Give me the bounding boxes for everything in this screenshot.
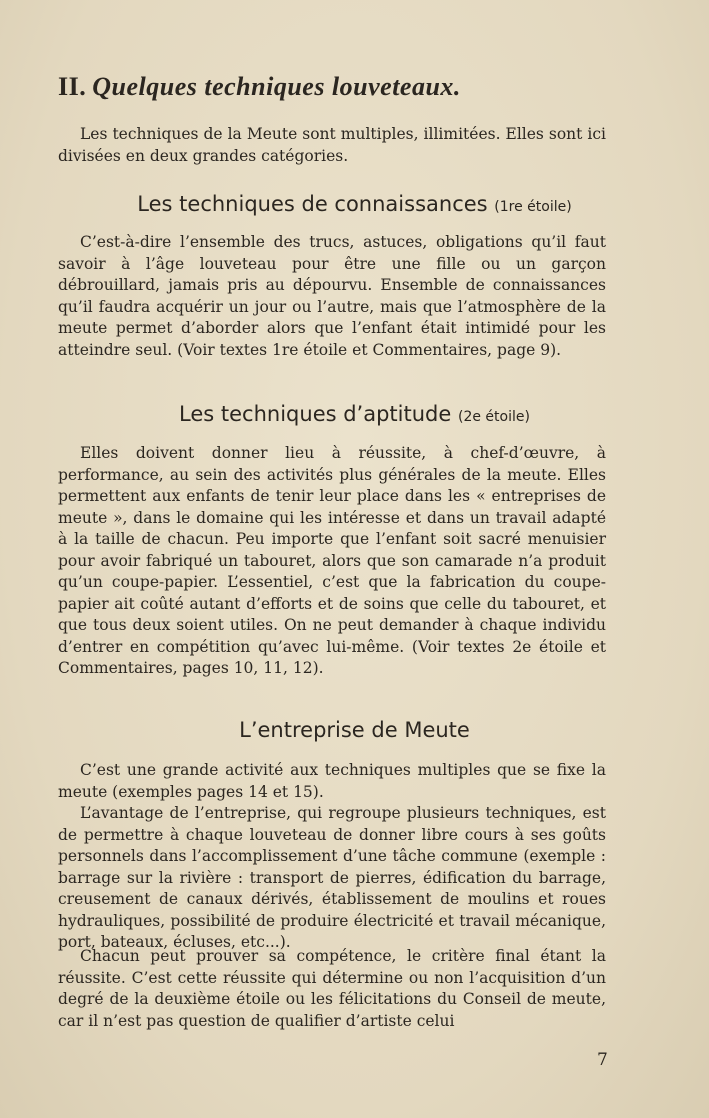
section-heading-aptitude xyxy=(0,402,709,426)
chapter-number: II. xyxy=(58,72,87,101)
section-heading-note: (2e étoile) xyxy=(457,409,530,425)
paragraph-entreprise-1: C’est une grande activité aux techniques multiples que se fixe la meute (exemples pages 14 et 15). xyxy=(58,761,606,801)
paragraph-aptitude: Elles doivent donner lieu à réussite, à chef-d’œuvre, à performance, au sein des activités plus générales de la meute. Elles permettent aux enfants de tenir leur place dans les « entreprises de meute », dans le domaine qui les intéresse et dans un travail adapté à la taille de chacun. Peu importe que l’enfant soit sacré menuisier pour avoir fabriqué un tabouret, alors que son camarade n’a produit qu’un coupe-papier. L’essentiel, c’est que la fabrication du coupe-papier ait coûté autant d’efforts et de soins que celle du tabouret, et que tous deux soient utiles. On ne peut demander à chaque individu d’entrer en compétition qu’avec lui-même. (Voir textes 2e étoile et Commentaires, pages 10, 11, 12). xyxy=(58,444,606,677)
chapter-title-text: Quelques techniques louveteaux. xyxy=(92,72,461,101)
intro-paragraph: Les techniques de la Meute sont multiples, illimitées. Elles sont ici divisées en deux grandes catégories. xyxy=(58,125,606,165)
paragraph-entreprise-3: Chacun peut prouver sa compétence, le critère final étant la réussite. C’est cette réussite qui détermine ou non l’acquisition d’un degré de la deuxième étoile ou les félicitations du Conseil de meute, car il n’est pas question de qualifier d’artiste celui xyxy=(58,947,606,1030)
section-heading-text: Les techniques de connaissances xyxy=(137,192,488,216)
section-heading-text: L’entreprise de Meute xyxy=(239,718,470,742)
section-heading-entreprise xyxy=(0,718,709,742)
section-heading-text: Les techniques d’aptitude xyxy=(179,402,452,426)
section-heading-note: (1re étoile) xyxy=(494,199,572,215)
section-heading-connaissances xyxy=(0,192,709,216)
page-number: 7 xyxy=(597,1050,608,1070)
chapter-title xyxy=(58,72,461,102)
paragraph-connaissances: C’est-à-dire l’ensemble des trucs, astuces, obligations qu’il faut savoir à l’âge louveteau pour être une fille ou un garçon débrouillard, jamais pris au dépourvu. Ensemble de connaissances qu’il faudra acquérir un jour ou l’autre, mais que l’atmosphère de la meute permet d’aborder alors que l’enfant était intimidé pour les atteindre seul. (Voir textes 1re étoile et Commentaires, page 9). xyxy=(58,233,606,359)
paragraph-entreprise-2: L’avantage de l’entreprise, qui regroupe plusieurs techniques, est de permettre à chaque louveteau de donner libre cours à ses goûts personnels dans l’accomplissement d’une tâche commune (exemple : barrage sur la rivière : transport de pierres, édification du barrage, creusement de canaux dérivés, établissement de moulins et roues hydrauliques, possibilité de produire électricité et travail mécanique, port, bateaux, écluses, etc...). xyxy=(58,804,606,951)
